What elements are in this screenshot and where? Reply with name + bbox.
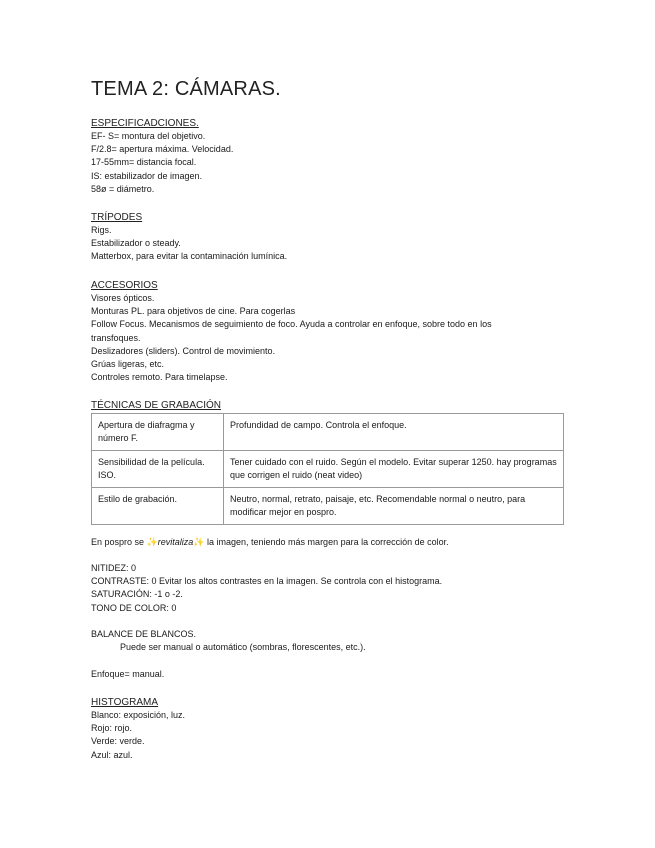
text-line: EF- S= montura del objetivo. <box>91 131 206 141</box>
text-line: NITIDEZ: 0 <box>91 563 137 573</box>
text-line: SATURACIÓN: -1 o -2. <box>91 589 183 600</box>
text-line: 58ø = diámetro. <box>91 183 155 194</box>
section-heading: ESPECIFICADCIONES. <box>91 118 199 129</box>
text-line: Controles remoto. Para timelapse. <box>91 372 228 383</box>
text-line: Monturas PL. para objetivos de cine. Para cogerlas <box>91 306 296 317</box>
text-fragment: En pospro se <box>91 537 147 547</box>
pospro-paragraph <box>91 536 571 549</box>
table-cell-desc: Tener cuidado con el ruido. Según el modelo. Evitar superar 1250. hay programas que corrigen el ruido (neat video) <box>224 451 564 488</box>
sparkle-icon: ✨ <box>146 537 158 547</box>
table-cell-label: Sensibilidad de la película. ISO. <box>92 451 224 488</box>
section-especificaciones <box>91 117 571 196</box>
text-line: Blanco: exposición, luz. <box>91 710 186 720</box>
text-line: Rojo: rojo. <box>91 723 133 734</box>
text-line <box>91 536 571 549</box>
sparkle-icon: ✨ <box>193 537 205 547</box>
text-line: Verde: verde. <box>91 736 145 747</box>
text-line: 17-55mm= distancia focal. <box>91 157 197 168</box>
text-line: Rigs. <box>91 225 112 235</box>
table-cell-label: Estilo de grabación. <box>92 488 224 525</box>
text-line: F/2.8= apertura máxima. Velocidad. <box>91 144 234 155</box>
text-line: Puede ser manual o automático (sombras, florescentes, etc.). <box>120 642 366 653</box>
emphasis-text: revitaliza <box>157 537 194 547</box>
tecnicas-table <box>91 413 564 525</box>
section-tecnicas <box>91 399 571 412</box>
text-line: TONO DE COLOR: 0 <box>91 602 177 613</box>
section-accesorios <box>91 279 536 384</box>
page-title: TEMA 2: CÁMARAS. <box>91 78 281 100</box>
table-cell-label: Apertura de diafragma y número F. <box>92 414 224 451</box>
enfoque-block <box>91 668 571 681</box>
section-heading: TRÍPODES <box>91 212 143 223</box>
table-cell-desc: Profundidad de campo. Controla el enfoque. <box>224 414 564 451</box>
text-line: Grúas ligeras, etc. <box>91 359 165 370</box>
text-line: Follow Focus. Mecanismos de seguimiento de foco. Ayuda a controlar en enfoque, sobre todo en los transfoques. <box>91 319 492 343</box>
text-line: CONTRASTE: 0 Evitar los altos contrastes en la imagen. Se controla con el histograma. <box>91 576 443 587</box>
text-line: Deslizadores (sliders). Control de movimiento. <box>91 345 276 356</box>
balance-block <box>91 628 571 654</box>
table-row <box>92 451 564 488</box>
section-histograma <box>91 696 571 762</box>
text-line: Estabilizador o steady. <box>91 238 181 249</box>
text-line: IS: estabilizador de imagen. <box>91 170 203 181</box>
text-line: Enfoque= manual. <box>91 669 165 679</box>
table-row <box>92 488 564 525</box>
section-heading: HISTOGRAMA <box>91 697 159 708</box>
text-line: Azul: azul. <box>91 749 133 760</box>
section-heading: TÉCNICAS DE GRABACIÓN <box>91 400 222 411</box>
text-fragment: la imagen, teniendo más margen para la corrección de color. <box>204 537 449 547</box>
section-tripodes <box>91 211 571 264</box>
section-heading: ACCESORIOS <box>91 280 158 291</box>
table-cell-desc: Neutro, normal, retrato, paisaje, etc. Recomendable normal o neutro, para modificar mejor en pospro. <box>224 488 564 525</box>
balance-heading: BALANCE DE BLANCOS. <box>91 629 197 639</box>
text-line: Matterbox, para evitar la contaminación lumínica. <box>91 251 288 262</box>
text-line: Visores ópticos. <box>91 293 155 303</box>
ajustes-block <box>91 562 571 615</box>
table-row <box>92 414 564 451</box>
